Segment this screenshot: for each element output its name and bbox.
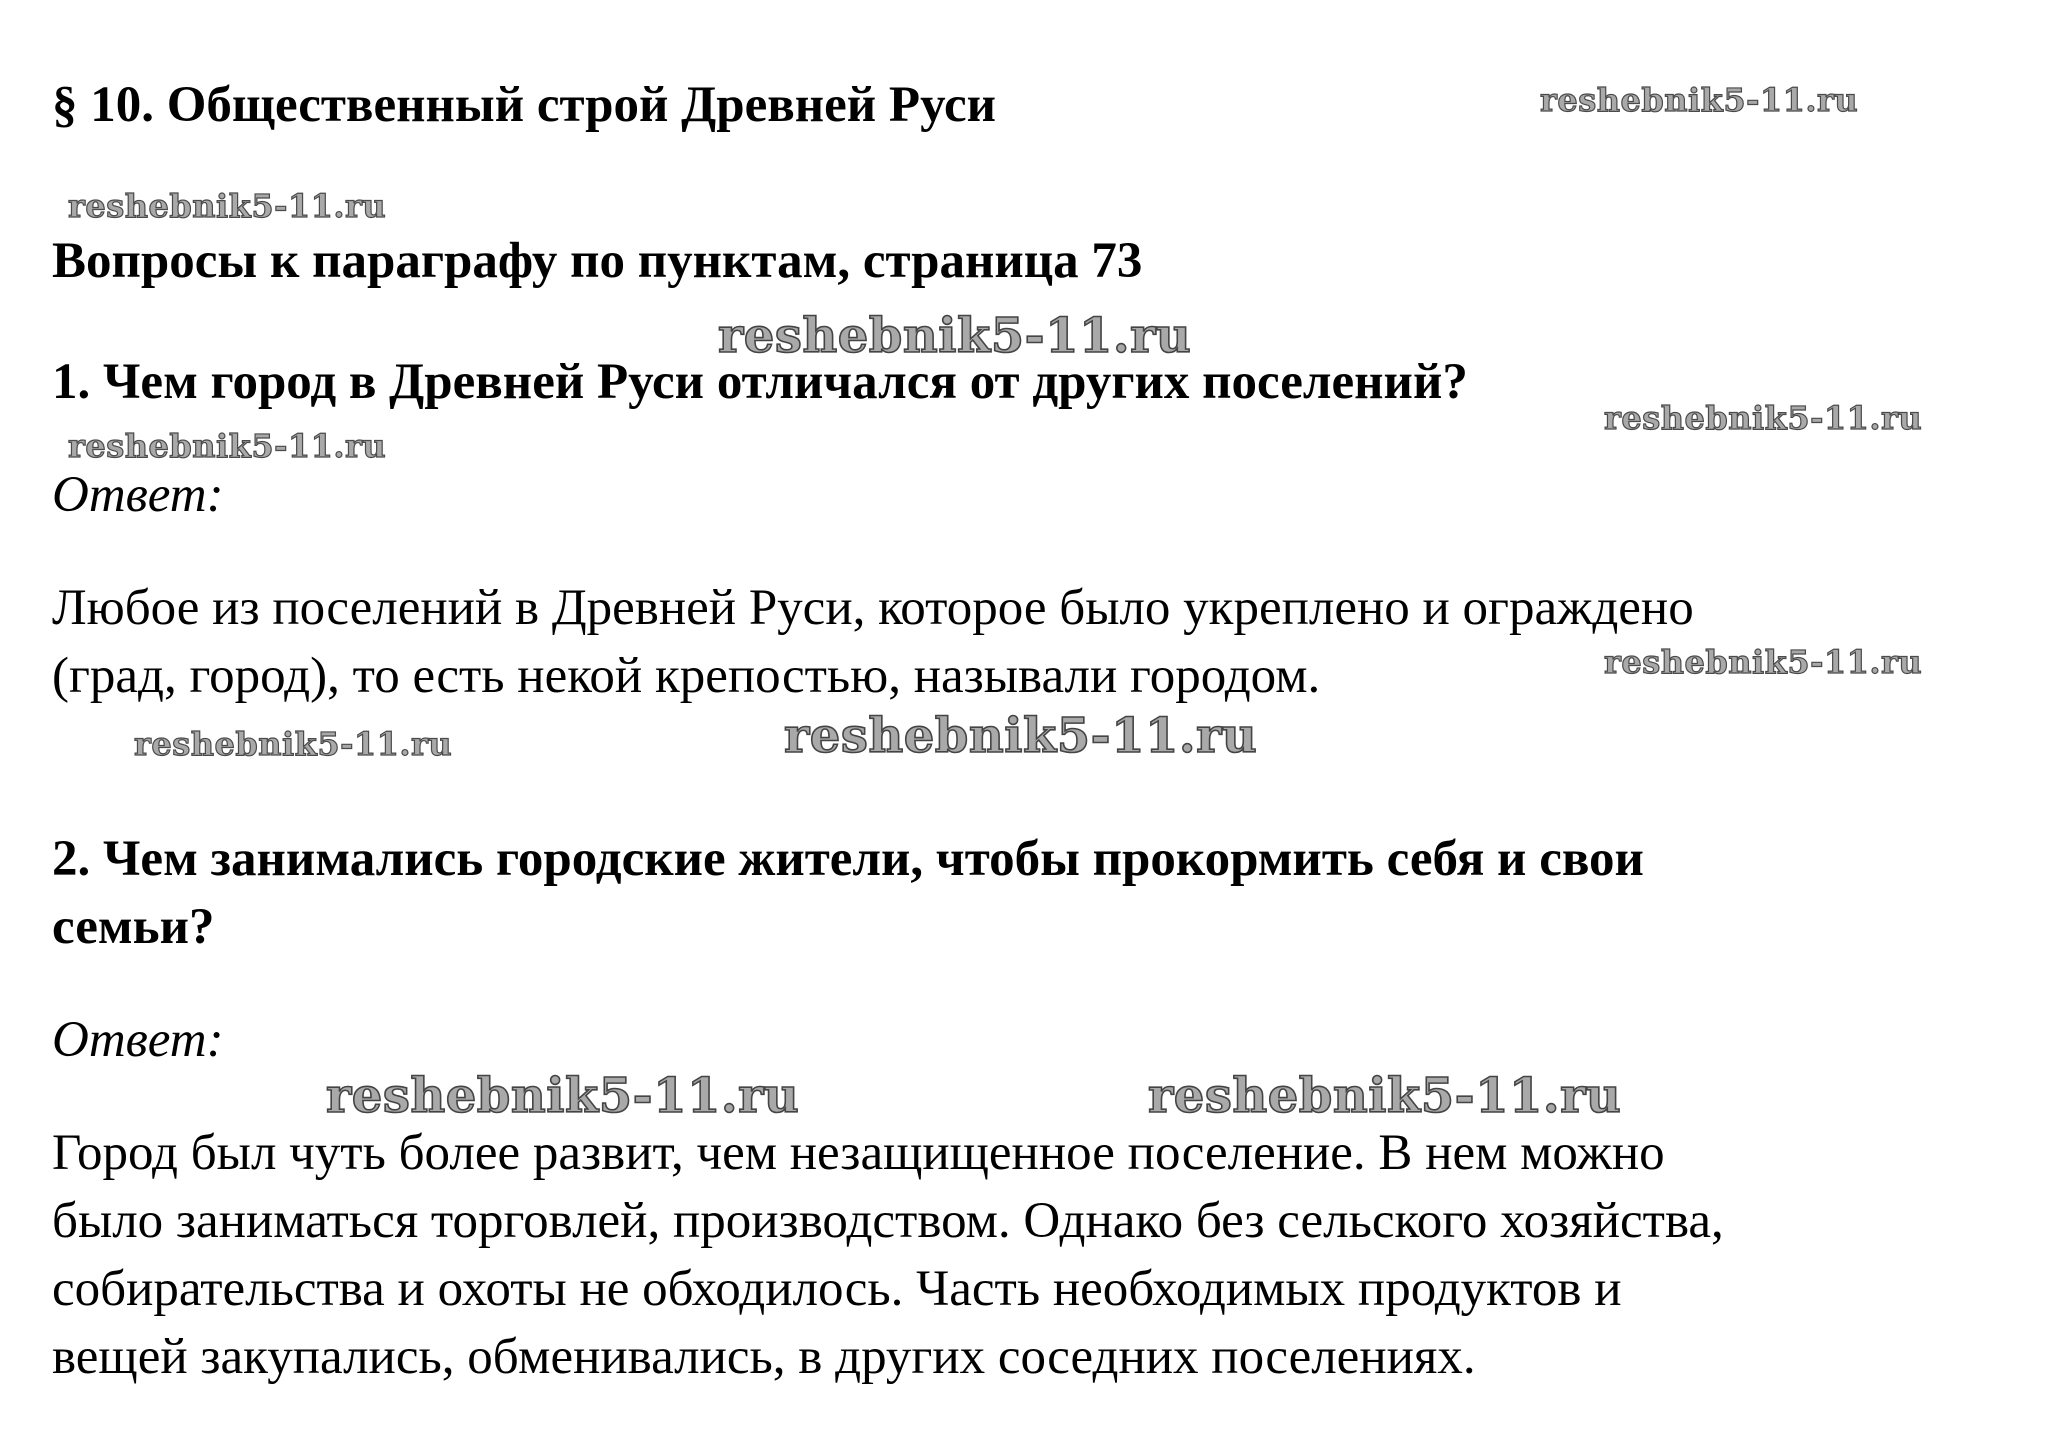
watermark: reshebnik5-11.ru bbox=[1540, 81, 1859, 119]
page-title: § 10. Общественный строй Древней Руси bbox=[52, 77, 997, 133]
watermark: reshebnik5-11.ru bbox=[326, 1068, 800, 1124]
answer-1-line-1: Любое из поселений в Древней Руси, которое было укреплено и ограждено bbox=[52, 580, 1694, 636]
watermark: reshebnik5-11.ru bbox=[1148, 1068, 1622, 1124]
watermark: reshebnik5-11.ru bbox=[68, 427, 387, 465]
question-2-line-2: семьи? bbox=[52, 899, 215, 955]
answer-2-line-2: было заниматься торговлей, производством. Однако без сельского хозяйства, bbox=[52, 1193, 1724, 1249]
watermark: reshebnik5-11.ru bbox=[1604, 643, 1923, 681]
watermark: reshebnik5-11.ru bbox=[1604, 399, 1923, 437]
answer-2-label: Ответ: bbox=[52, 1012, 224, 1068]
answer-2-line-1: Город был чуть более развит, чем незащищенное поселение. В нем можно bbox=[52, 1125, 1665, 1181]
watermark: reshebnik5-11.ru bbox=[718, 308, 1192, 364]
question-1-text: 1. Чем город в Древней Руси отличался от других поселений? bbox=[52, 354, 1468, 410]
section-heading: Вопросы к параграфу по пунктам, страница 73 bbox=[52, 233, 1143, 289]
answer-2-line-4: вещей закупались, обменивались, в других соседних поселениях. bbox=[52, 1329, 1476, 1385]
watermark: reshebnik5-11.ru bbox=[784, 708, 1258, 764]
answer-1-line-2: (град, город), то есть некой крепостью, называли городом. bbox=[52, 648, 1321, 704]
watermark: reshebnik5-11.ru bbox=[68, 187, 387, 225]
question-2-line-1: 2. Чем занимались городские жители, чтобы прокормить себя и свои bbox=[52, 831, 1644, 887]
answer-2-line-3: собирательства и охоты не обходилось. Часть необходимых продуктов и bbox=[52, 1261, 1622, 1317]
watermark: reshebnik5-11.ru bbox=[134, 725, 453, 763]
answer-1-label: Ответ: bbox=[52, 467, 224, 523]
